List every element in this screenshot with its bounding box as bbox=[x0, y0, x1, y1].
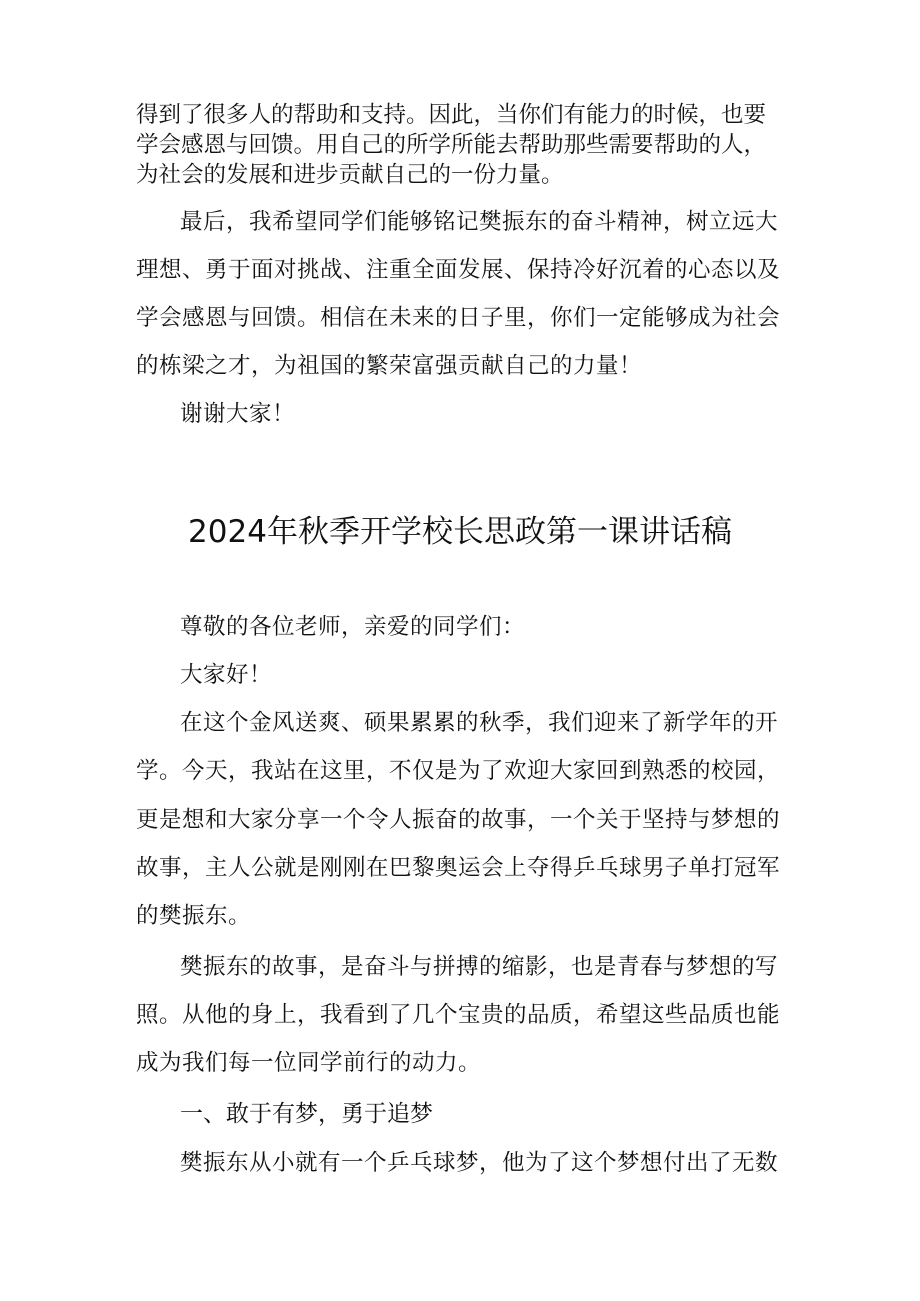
paragraph-2-line-3: 成为我们每一位同学前行的动力。 bbox=[136, 1050, 482, 1076]
prev-paragraph-1-line-2: 学会感恩与回馈。用自己的所学所能去帮助那些需要帮助的人， bbox=[136, 132, 767, 158]
article-title: 2024年秋季开学校长思政第一课讲话稿 bbox=[188, 514, 732, 550]
paragraph-2-line-1: 樊振东的故事，是奋斗与拼搏的缩影，也是青春与梦想的写 bbox=[180, 954, 779, 980]
prev-paragraph-1-line-1: 得到了很多人的帮助和支持。因此，当你们有能力的时候，也要 bbox=[136, 102, 767, 128]
paragraph-1-line-4: 故事，主人公就是刚刚在巴黎奥运会上夺得乒乓球男子单打冠军 bbox=[136, 855, 781, 881]
greeting: 大家好！ bbox=[180, 662, 273, 688]
prev-paragraph-2-line-2: 理想、勇于面对挑战、注重全面发展、保持冷好沉着的心态以及 bbox=[136, 257, 781, 283]
prev-paragraph-2-line-3: 学会感恩与回馈。相信在未来的日子里，你们一定能够成为社会 bbox=[136, 305, 781, 331]
salutation: 尊敬的各位老师，亲爱的同学们： bbox=[180, 614, 526, 640]
paragraph-1-line-2: 学。今天，我站在这里，不仅是为了欢迎大家回到熟悉的校园， bbox=[136, 758, 781, 784]
prev-paragraph-2-line-1: 最后，我希望同学们能够铭记樊振东的奋斗精神，树立远大 bbox=[180, 209, 779, 235]
prev-paragraph-2-line-4: 的栋梁之才，为祖国的繁荣富强贡献自己的力量！ bbox=[136, 353, 643, 379]
prev-closing: 谢谢大家！ bbox=[180, 401, 296, 427]
paragraph-1-line-3: 更是想和大家分享一个令人振奋的故事，一个关于坚持与梦想的 bbox=[136, 807, 781, 833]
paragraph-1-line-5: 的樊振东。 bbox=[136, 903, 252, 929]
paragraph-2-line-2: 照。从他的身上，我看到了几个宝贵的品质，希望这些品质也能 bbox=[136, 1002, 781, 1028]
section-1-heading: 一、敢于有梦，勇于追梦 bbox=[180, 1101, 433, 1127]
prev-paragraph-1-line-3: 为社会的发展和进步贡献自己的一份力量。 bbox=[136, 162, 564, 188]
section-1-line-1: 樊振东从小就有一个乒乓球梦，他为了这个梦想付出了无数 bbox=[180, 1150, 779, 1176]
paragraph-1-line-1: 在这个金风送爽、硕果累累的秋季，我们迎来了新学年的开 bbox=[180, 710, 779, 736]
